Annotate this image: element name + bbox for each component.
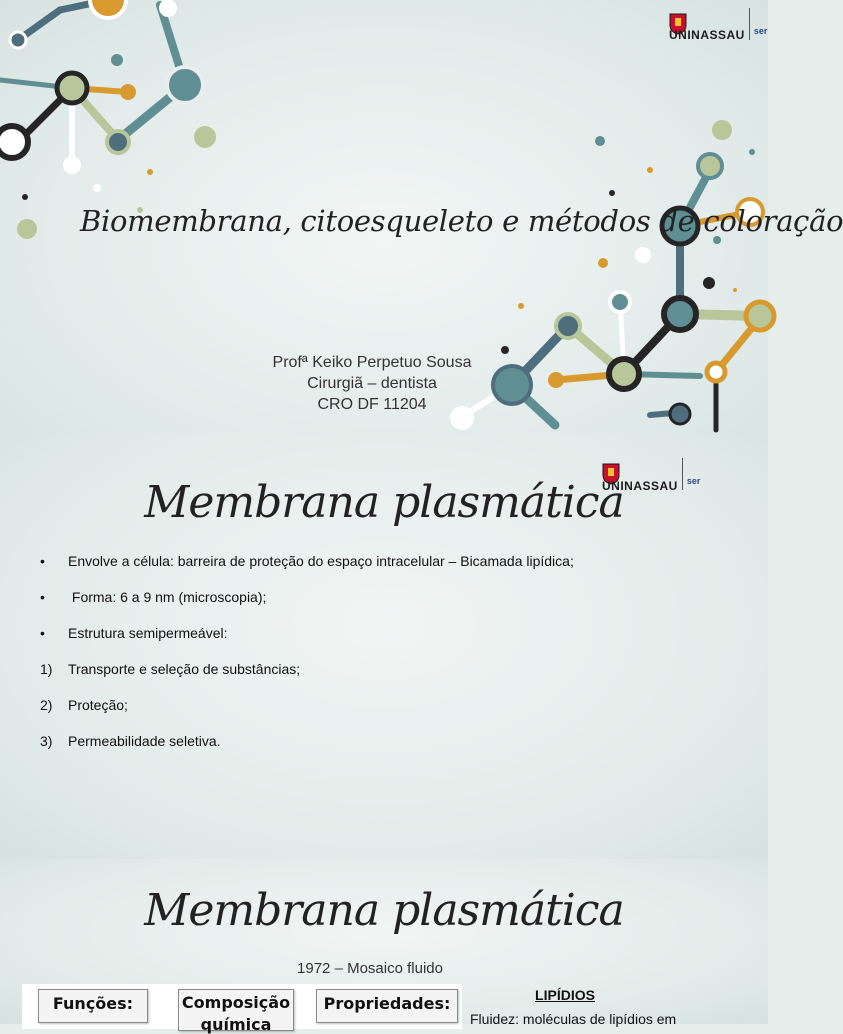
slide-subtitle: 1972 – Mosaico fluido	[297, 960, 443, 977]
uninassau-logo: UNINASSAU ser	[669, 6, 767, 42]
composicao-box	[178, 989, 294, 1034]
lipidios-heading: LIPÍDIOS	[535, 987, 595, 1003]
slide-title	[0, 0, 843, 433]
author-profession: Cirurgiã – dentista	[307, 375, 437, 392]
bullet-marker: •	[40, 589, 45, 605]
propriedades-box: Propriedades:	[316, 989, 458, 1023]
number-marker: 2)	[40, 697, 53, 713]
presentation-title: Biomembrana, citoesqueleto e métodos de coloração	[80, 204, 843, 238]
number-marker: 3)	[40, 733, 53, 749]
ser-logo: ser	[686, 475, 701, 486]
fluidez-text: Fluidez: moléculas de lipídios em	[470, 1011, 677, 1027]
list-item-text: Forma: 6 a 9 nm (microscopia);	[68, 589, 267, 605]
list-item	[40, 733, 574, 769]
slide-mosaico-fluido	[0, 859, 768, 1034]
list-item-text: Envolve a célula: barreira de proteção do espaço intracelular – Bicamada lipídica;	[68, 553, 574, 569]
number-marker: 1)	[40, 661, 53, 677]
list-item	[40, 625, 574, 661]
bullet-marker: •	[40, 625, 45, 641]
list-item	[40, 553, 574, 589]
slide-title: Membrana plasmática	[144, 885, 624, 936]
list-item	[40, 661, 574, 697]
bullet-marker: •	[40, 553, 45, 569]
author-registration: CRO DF 11204	[317, 396, 427, 413]
composicao-label-cont: química	[200, 1015, 272, 1034]
list-item	[40, 697, 574, 733]
funcoes-box: Funções:	[38, 989, 148, 1023]
list-item	[40, 589, 574, 625]
content-list	[40, 553, 574, 769]
composicao-label: Composição	[181, 993, 291, 1012]
ser-logo: ser	[753, 25, 768, 36]
slide-title: Membrana plasmática	[144, 477, 624, 528]
list-item-text: Permeabilidade seletiva.	[68, 733, 221, 749]
uninassau-logo: UNINASSAU ser	[602, 455, 700, 493]
slide-membrana-plasmatica	[0, 433, 768, 859]
author-name: Profª Keiko Perpetuo Sousa	[272, 354, 472, 371]
list-item-text: Transporte e seleção de substâncias;	[68, 661, 301, 677]
list-item-text: Proteção;	[68, 697, 128, 713]
list-item-text: Estrutura semipermeável:	[68, 625, 228, 641]
